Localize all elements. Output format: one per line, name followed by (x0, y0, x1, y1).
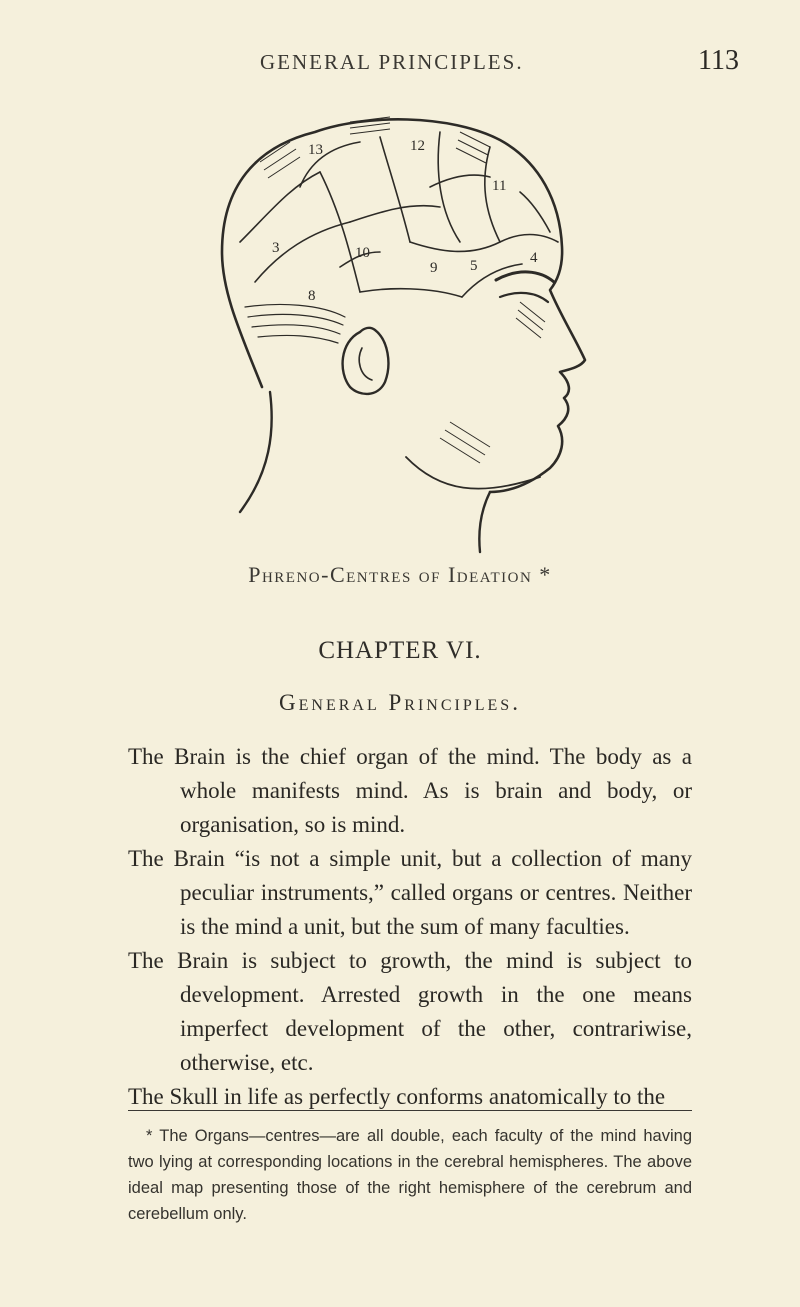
paragraph: The Brain is the chief organ of the mind. The body as a whole manifests mind. As is brain and body, or organisation, so is mind. (128, 744, 692, 837)
organ-number: 9 (430, 260, 438, 276)
figure-caption: Phreno-Centres of Ideation * (248, 562, 552, 587)
page-number: 113 (698, 45, 739, 76)
neck-back (240, 392, 272, 512)
organ-number: 11 (492, 178, 507, 194)
organ-number: 13 (308, 142, 323, 158)
organ-number: 10 (355, 245, 370, 261)
ear (343, 328, 389, 394)
head-outline (222, 119, 585, 492)
chapter-title: CHAPTER VI. (318, 637, 482, 664)
organ-number: 3 (272, 240, 280, 256)
paragraph: The Brain “is not a simple unit, but a collection of many peculiar instruments,” called organs or centres. Neither is the mind a unit, but the sum of many faculties. (128, 846, 692, 939)
organ-number: 12 (410, 138, 425, 154)
body-text (128, 740, 692, 1114)
organ-number: 4 (530, 250, 538, 266)
footnote: * The Organs—centres—are all double, each faculty of the mind having two lying at corresponding locations in the cerebral hemispheres. The above ideal map presenting those of the right hemisphere of the cerebrum and cerebellum only. (128, 1127, 692, 1223)
neck-front (479, 492, 490, 552)
jaw-line (406, 457, 540, 489)
eye (500, 293, 548, 302)
eyebrow (496, 272, 554, 282)
organ-number: 5 (470, 258, 478, 274)
paragraph: The Skull in life as perfectly conforms anatomically to the (128, 1084, 666, 1109)
ear-inner (359, 348, 372, 380)
cerebellum-shading (245, 304, 345, 343)
organ-number: 8 (308, 288, 316, 304)
running-head: GENERAL PRINCIPLES. (260, 50, 524, 74)
phrenology-head-illustration (200, 92, 600, 554)
section-title: General Principles. (279, 690, 521, 715)
footnote-rule (128, 1110, 692, 1111)
paragraph: The Brain is subject to growth, the mind is subject to development. Arrested growth in the one means imperfect development of the other, contrariwise, otherwise, etc. (128, 948, 692, 1075)
